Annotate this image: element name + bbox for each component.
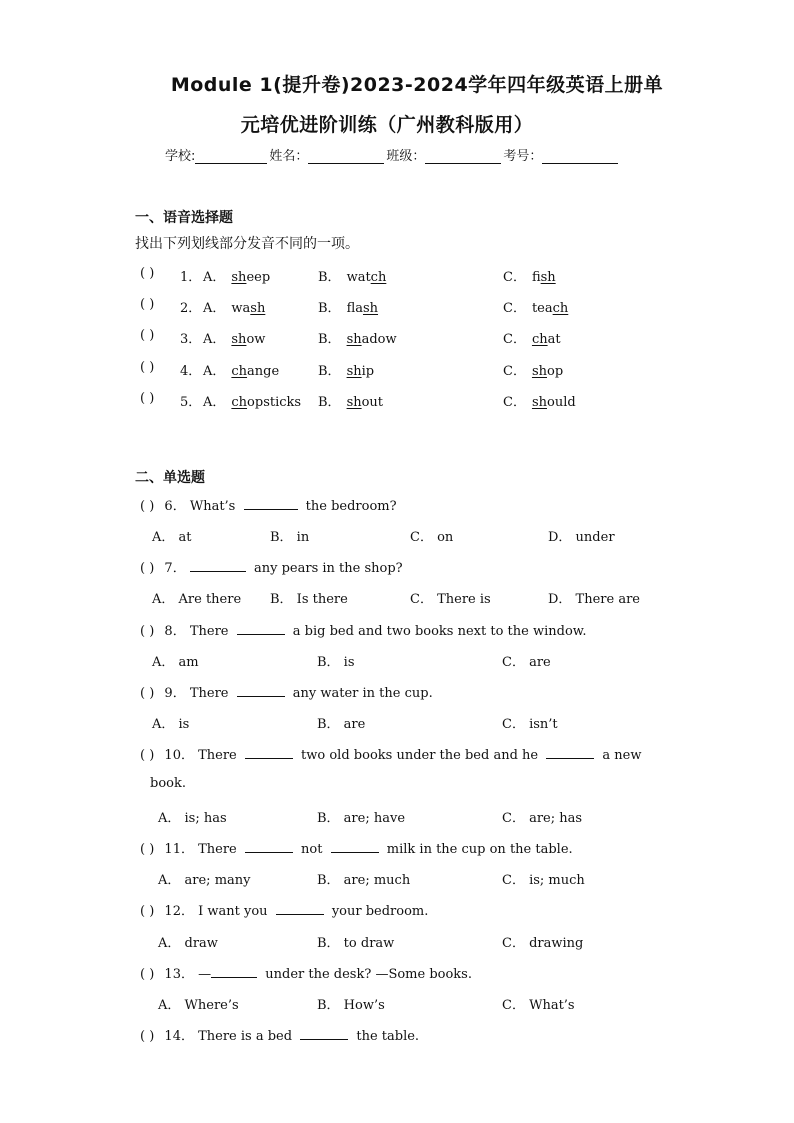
- question-10: [140, 744, 641, 764]
- option-b[interactable]: B． How’s: [317, 998, 385, 1013]
- question-number: 14．: [164, 1029, 194, 1044]
- option-b[interactable]: B． are: [317, 717, 366, 732]
- option-a[interactable]: [203, 266, 270, 285]
- answer-blank-1[interactable]: [245, 840, 293, 853]
- word-part: wat: [346, 270, 371, 285]
- word-part: ip: [361, 364, 375, 379]
- school-blank[interactable]: [195, 149, 267, 164]
- word-part: adow: [361, 332, 397, 347]
- answer-blank-2[interactable]: [331, 840, 379, 853]
- word-part: ould: [547, 395, 576, 410]
- question-number: 3．: [180, 332, 202, 347]
- option-a[interactable]: A． draw: [158, 936, 218, 951]
- question-text: a new: [602, 748, 642, 763]
- option-a[interactable]: A． are; many: [158, 873, 251, 888]
- word-part: fla: [346, 301, 363, 316]
- question-number: 4．: [180, 364, 202, 379]
- question-text: There: [189, 686, 229, 701]
- option-c[interactable]: [503, 297, 568, 316]
- option-a[interactable]: [203, 391, 301, 410]
- question-text: There: [198, 842, 237, 857]
- section2-title: 二、单选题: [135, 470, 205, 486]
- question-14: [140, 1025, 419, 1045]
- school-label: 学校:: [165, 149, 196, 164]
- question-text: your bedroom.: [331, 904, 429, 919]
- question-text: What’s: [189, 499, 236, 514]
- option-c[interactable]: [503, 328, 561, 347]
- question-text: There: [198, 748, 237, 763]
- word-part: at: [547, 332, 561, 347]
- answer-blank[interactable]: [276, 902, 324, 915]
- option-b[interactable]: [318, 391, 383, 410]
- word-part: ow: [246, 332, 266, 347]
- word-part: opsticks: [247, 395, 302, 410]
- word-part: fi: [531, 270, 541, 285]
- question-number: 6．: [164, 499, 186, 514]
- underlined-letters: sh: [362, 301, 379, 316]
- underlined-letters: sh: [346, 395, 362, 410]
- question-9: [140, 682, 433, 702]
- option-letter: B．: [318, 395, 341, 410]
- class-label: 班级：: [386, 149, 426, 164]
- answer-paren[interactable]: ( ): [140, 266, 155, 281]
- option-a[interactable]: A． am: [152, 655, 199, 670]
- option-letter: B．: [318, 270, 341, 285]
- option-b[interactable]: [318, 360, 374, 379]
- question-number: 12．: [164, 904, 194, 919]
- option-letter: A．: [203, 364, 226, 379]
- answer-paren[interactable]: ( ): [140, 1029, 155, 1044]
- option-c[interactable]: [503, 391, 576, 410]
- answer-paren[interactable]: ( ): [140, 842, 155, 857]
- section1-instruction: 找出下列划线部分发音不同的一项。: [135, 236, 359, 252]
- option-a[interactable]: A． is: [152, 717, 190, 732]
- answer-blank[interactable]: [211, 965, 257, 978]
- option-b[interactable]: B． is: [317, 655, 355, 670]
- underlined-letters: sh: [531, 364, 547, 379]
- question-number: 9．: [164, 686, 186, 701]
- option-c[interactable]: C． What’s: [502, 998, 575, 1013]
- answer-paren[interactable]: ( ): [140, 624, 155, 639]
- answer-paren[interactable]: ( ): [140, 686, 155, 701]
- answer-paren[interactable]: ( ): [140, 967, 155, 982]
- option-a[interactable]: A． Are there: [152, 592, 242, 607]
- question-number: 2．: [180, 301, 202, 316]
- question-text: any pears in the shop?: [253, 561, 403, 576]
- option-letter: B．: [318, 364, 341, 379]
- name-blank[interactable]: [308, 149, 384, 164]
- option-letter: A．: [203, 332, 226, 347]
- option-c[interactable]: C． drawing: [502, 936, 584, 951]
- question-text: There: [189, 624, 229, 639]
- option-d[interactable]: D． under: [548, 530, 615, 545]
- question-text: not: [301, 842, 323, 857]
- option-a[interactable]: [203, 297, 265, 316]
- question-13: [140, 963, 472, 983]
- question-6: [140, 495, 397, 515]
- option-b[interactable]: [318, 266, 386, 285]
- option-letter: C．: [503, 301, 526, 316]
- option-c[interactable]: C． are; has: [502, 811, 583, 826]
- underlined-letters: sh: [540, 270, 556, 285]
- section1-title: 一、语音选择题: [135, 210, 233, 226]
- question-text: any water in the cup.: [292, 686, 433, 701]
- underlined-letters: ch: [531, 332, 548, 347]
- word-part: wa: [231, 301, 251, 316]
- question-text: milk in the cup on the table.: [386, 842, 573, 857]
- exam-no-blank[interactable]: [542, 149, 618, 164]
- answer-paren[interactable]: ( ): [140, 561, 155, 576]
- page-subtitle: 元培优进阶训练（广州教科版用）: [240, 114, 534, 136]
- underlined-letters: sh: [346, 332, 362, 347]
- option-letter: A．: [203, 270, 226, 285]
- answer-paren[interactable]: ( ): [140, 904, 155, 919]
- answer-blank[interactable]: [300, 1027, 348, 1040]
- answer-blank[interactable]: [237, 684, 285, 697]
- answer-paren[interactable]: ( ): [140, 499, 155, 514]
- option-c[interactable]: C． on: [410, 530, 454, 545]
- exam-no-label: 考号：: [503, 149, 543, 164]
- option-b[interactable]: [318, 328, 397, 347]
- underlined-letters: ch: [552, 301, 569, 316]
- option-a[interactable]: A． is; has: [158, 811, 227, 826]
- question-text: a big bed and two books next to the window.: [292, 624, 587, 639]
- question-text: There is a bed: [198, 1029, 293, 1044]
- option-letter: B．: [318, 301, 341, 316]
- question-text: book.: [150, 776, 186, 791]
- word-part: eep: [246, 270, 271, 285]
- word-part: out: [361, 395, 384, 410]
- option-a[interactable]: A． at: [152, 530, 192, 545]
- class-blank[interactable]: [425, 149, 501, 164]
- answer-blank-1[interactable]: [245, 746, 293, 759]
- option-d[interactable]: D． There are: [548, 592, 640, 607]
- option-b[interactable]: [318, 297, 378, 316]
- answer-paren[interactable]: ( ): [140, 297, 155, 312]
- option-a[interactable]: [203, 360, 279, 379]
- student-info-line: [165, 145, 620, 164]
- option-c[interactable]: [503, 360, 563, 379]
- question-number: 1．: [180, 270, 202, 285]
- underlined-letters: ch: [231, 364, 248, 379]
- option-b[interactable]: B． in: [270, 530, 310, 545]
- question-text: the bedroom?: [305, 499, 397, 514]
- option-letter: C．: [503, 332, 526, 347]
- question-number: 5．: [180, 395, 202, 410]
- question-7: [140, 557, 403, 577]
- option-b[interactable]: B． to draw: [317, 936, 395, 951]
- underlined-letters: sh: [231, 270, 247, 285]
- question-text: —: [198, 967, 212, 982]
- underlined-letters: ch: [370, 270, 387, 285]
- answer-blank-2[interactable]: [546, 746, 594, 759]
- page-title: Module 1(提升卷)2023-2024学年四年级英语上册单: [170, 74, 664, 96]
- question-number: 10．: [164, 748, 194, 763]
- underlined-letters: sh: [250, 301, 266, 316]
- underlined-letters: ch: [231, 395, 248, 410]
- option-c[interactable]: C． is; much: [502, 873, 585, 888]
- word-part: ange: [247, 364, 280, 379]
- underlined-letters: sh: [231, 332, 247, 347]
- answer-blank[interactable]: [237, 622, 285, 635]
- word-part: tea: [531, 301, 553, 316]
- option-letter: B．: [318, 332, 341, 347]
- question-number: 8．: [164, 624, 186, 639]
- option-c[interactable]: C． isn’t: [502, 717, 558, 732]
- option-letter: C．: [503, 270, 526, 285]
- question-number: 11．: [164, 842, 194, 857]
- option-b[interactable]: B． are; have: [317, 811, 406, 826]
- option-a[interactable]: A． Where’s: [158, 998, 239, 1013]
- option-letter: A．: [203, 395, 226, 410]
- answer-paren[interactable]: ( ): [140, 391, 155, 406]
- question-text: I want you: [198, 904, 268, 919]
- option-letter: A．: [203, 301, 226, 316]
- underlined-letters: sh: [531, 395, 547, 410]
- answer-paren[interactable]: ( ): [140, 748, 155, 763]
- option-a[interactable]: [203, 328, 265, 347]
- answer-paren[interactable]: ( ): [140, 328, 155, 343]
- question-8: [140, 620, 587, 640]
- name-label: 姓名：: [269, 149, 309, 164]
- option-c[interactable]: C． There is: [410, 592, 491, 607]
- question-12: [140, 900, 428, 920]
- option-c[interactable]: C． are: [502, 655, 551, 670]
- question-text: the table.: [356, 1029, 420, 1044]
- underlined-letters: sh: [346, 364, 362, 379]
- question-text: under the desk? —Some books.: [265, 967, 472, 982]
- answer-paren[interactable]: ( ): [140, 360, 155, 375]
- question-number: 7．: [164, 561, 186, 576]
- option-letter: C．: [503, 395, 526, 410]
- answer-blank[interactable]: [244, 497, 298, 510]
- answer-blank[interactable]: [190, 559, 246, 572]
- question-number: 13．: [164, 967, 194, 982]
- word-part: op: [547, 364, 564, 379]
- option-c[interactable]: [503, 266, 556, 285]
- option-letter: C．: [503, 364, 526, 379]
- option-b[interactable]: B． are; much: [317, 873, 411, 888]
- question-text: two old books under the bed and he: [301, 748, 539, 763]
- question-10-continued: [150, 776, 186, 796]
- option-b[interactable]: B． Is there: [270, 592, 348, 607]
- question-11: [140, 838, 573, 858]
